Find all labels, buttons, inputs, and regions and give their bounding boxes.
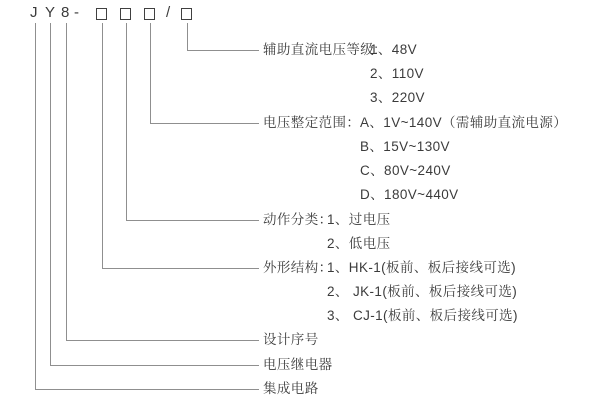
model-dash: - [74, 4, 79, 21]
section-aux-voltage-option-1: 1、48V [370, 42, 418, 57]
placeholder-box-action-class [120, 8, 131, 20]
placeholder-box-outline-structure [96, 8, 107, 20]
section-aux-voltage-option-3: 3、220V [370, 90, 425, 105]
placeholder-box-aux-voltage [181, 8, 192, 20]
base-label-integrated-circuit: 集成电路 [263, 381, 319, 396]
section-outline-structure-option-3: 3、 CJ-1(板前、板后接线可选) [327, 308, 518, 323]
model-slash: / [166, 4, 171, 21]
section-action-class-title: 动作分类： [263, 212, 333, 227]
section-outline-structure-title: 外形结构： [263, 260, 333, 275]
section-voltage-range-option-a: A、1V~140V（需辅助直流电源） [360, 115, 568, 130]
section-action-class-option-2: 2、低电压 [327, 236, 391, 251]
model-letter-j: J [30, 4, 38, 21]
section-aux-voltage-title: 辅助直流电压等级: [263, 42, 379, 57]
section-voltage-range-option-b: B、15V~130V [360, 139, 450, 154]
connector-integrated-circuit [35, 23, 259, 390]
section-voltage-range-option-d: D、180V~440V [360, 187, 459, 202]
section-outline-structure-option-1: 1、HK-1(板前、板后接线可选) [327, 260, 517, 275]
base-label-voltage-relay: 电压继电器 [263, 357, 333, 372]
section-voltage-range-title: 电压整定范围： [263, 115, 361, 130]
placeholder-box-voltage-range [144, 8, 155, 20]
base-label-design-serial: 设计序号 [263, 332, 319, 347]
section-aux-voltage-option-2: 2、110V [370, 66, 424, 81]
section-voltage-range-option-c: C、80V~240V [360, 163, 451, 178]
section-action-class-option-1: 1、过电压 [327, 212, 391, 227]
model-letter-y: Y [45, 4, 56, 21]
section-outline-structure-option-2: 2、 JK-1(板前、板后接线可选) [327, 284, 518, 299]
model-digit-8: 8 [61, 4, 70, 21]
